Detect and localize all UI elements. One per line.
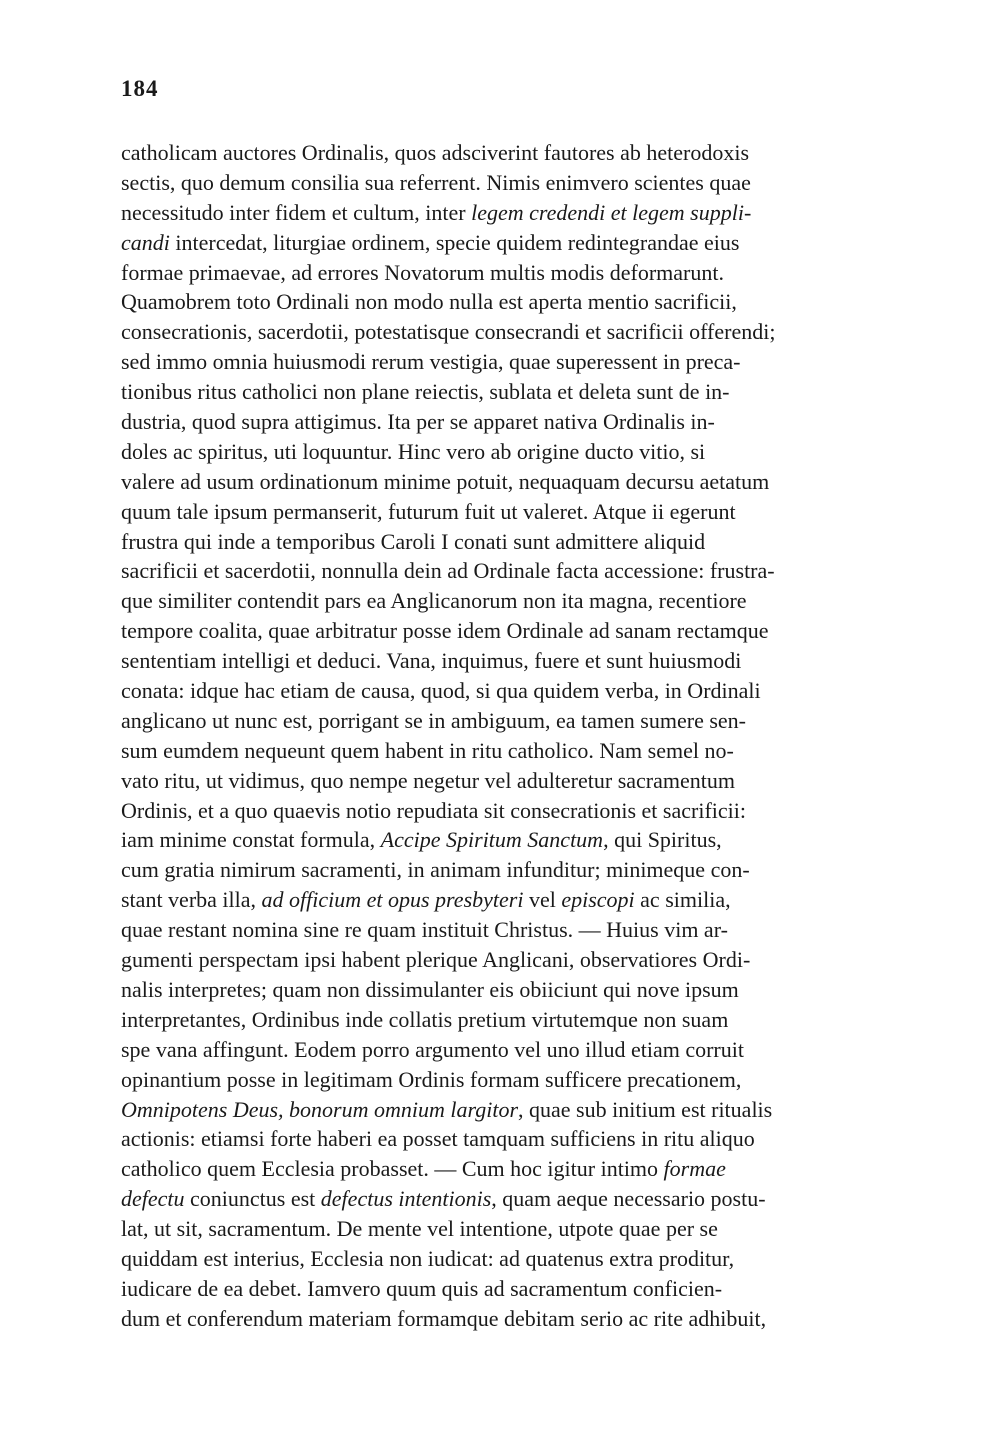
text-segment: catholico quem Ecclesia probasset. — Cum hoc igitur intimo [121, 1156, 664, 1182]
text-line [121, 736, 945, 766]
text-line [121, 885, 945, 915]
text-segment: , qui Spiritus, [603, 827, 722, 853]
italic-text: defectu [121, 1186, 185, 1212]
text-segment: anglicano ut nunc est, porrigant se in ambiguum, ea tamen sumere sen- [121, 707, 746, 733]
text-line [121, 945, 945, 975]
text-segment: , quam aeque necessario postu- [491, 1186, 766, 1212]
text-segment: tionibus ritus catholici non plane reiectis, sublata et deleta sunt de in- [121, 379, 730, 405]
text-segment: intercedat, liturgiae ordinem, specie quidem redintegrandae eius [169, 229, 740, 255]
text-line [121, 437, 945, 467]
text-body [121, 138, 945, 1334]
text-segment: sum eumdem nequeunt quem habent in ritu catholico. Nam semel no- [121, 737, 734, 763]
text-segment: Ordinis, et a quo quaevis notio repudiata sit consecrationis et sacrificii: [121, 797, 746, 823]
text-line [121, 1095, 945, 1125]
text-line [121, 796, 945, 826]
italic-text: episcopi [561, 887, 635, 913]
text-segment: sed immo omnia huiusmodi rerum vestigia, quae superessent in preca- [121, 349, 741, 375]
text-line [121, 138, 945, 168]
text-line [121, 317, 945, 347]
text-line [121, 556, 945, 586]
text-segment: actionis: etiamsi forte haberi ea posset tamquam sufficiens in ritu aliquo [121, 1126, 755, 1152]
text-segment: conata: idque hac etiam de causa, quod, si qua quidem verba, in Ordinali [121, 678, 761, 704]
text-segment: quum tale ipsum permanserit, futurum fuit ut valeret. Atque ii egerunt [121, 498, 736, 524]
text-line [121, 1124, 945, 1154]
text-segment: sacrificii et sacerdotii, nonnulla dein ad Ordinale facta accessione: frustra- [121, 558, 775, 584]
text-segment: vato ritu, ut vidimus, quo nempe negetur vel adulteretur sacramentum [121, 767, 735, 793]
text-line [121, 766, 945, 796]
text-segment: interpretantes, Ordinibus inde collatis pretium virtutemque non suam [121, 1006, 729, 1032]
text-segment: cum gratia nimirum sacramenti, in animam infunditur; minimeque con- [121, 857, 750, 883]
text-line [121, 1154, 945, 1184]
text-segment: coniunctus est [184, 1186, 321, 1212]
text-line [121, 497, 945, 527]
text-segment: dum et conferendum materiam formamque debitam serio ac rite adhibuit, [121, 1305, 767, 1331]
text-line [121, 258, 945, 288]
text-line [121, 1035, 945, 1065]
italic-text: formae [663, 1156, 726, 1182]
text-segment: quiddam est interius, Ecclesia non iudicat: ad quatenus extra proditur, [121, 1245, 735, 1271]
text-line [121, 1005, 945, 1035]
text-segment: lat, ut sit, sacramentum. De mente vel intentione, utpote quae per se [121, 1216, 718, 1242]
text-line [121, 706, 945, 736]
text-line [121, 855, 945, 885]
italic-text: Accipe Spiritum Sanctum [380, 827, 604, 853]
text-line [121, 676, 945, 706]
text-segment: catholicam auctores Ordinalis, quos adsciverint fautores ab heterodoxis [121, 140, 750, 165]
text-segment: consecrationis, sacerdotii, potestatisque consecrandi et sacrificii offerendi; [121, 319, 776, 345]
italic-text: candi [121, 229, 170, 255]
text-segment: spe vana affingunt. Eodem porro argumento vel uno illud etiam corruit [121, 1036, 744, 1062]
text-line [121, 616, 945, 646]
text-line [121, 347, 945, 377]
text-segment: doles ac spiritus, uti loquuntur. Hinc vero ab origine ducto vitio, si [121, 438, 706, 464]
text-segment: Quamobrem toto Ordinali non modo nulla est aperta mentio sacrificii, [121, 289, 737, 315]
italic-text: Omnipotens Deus, bonorum omnium largitor [121, 1096, 519, 1122]
text-line [121, 975, 945, 1005]
text-line [121, 287, 945, 317]
text-line [121, 407, 945, 437]
text-line [121, 1214, 945, 1244]
text-segment: quae restant nomina sine re quam instituit Christus. — Huius vim ar- [121, 917, 728, 943]
text-segment: sectis, quo demum consilia sua referrent. Nimis enimvero scientes quae [121, 169, 751, 195]
text-line [121, 467, 945, 497]
text-segment: , quae sub initium est ritualis [518, 1096, 773, 1122]
text-line [121, 1244, 945, 1274]
text-segment: nalis interpretes; quam non dissimulanter eis obiiciunt qui nove ipsum [121, 976, 739, 1002]
page-number: 184 [121, 76, 159, 101]
text-line [121, 1065, 945, 1095]
italic-text: ad officium et opus presbyteri [261, 887, 524, 913]
italic-text: legem credendi et legem suppli- [471, 199, 752, 225]
text-segment: formae primaevae, ad errores Novatorum multis modis deformarunt. [121, 259, 724, 285]
text-segment: dustria, quod supra attigimus. Ita per se apparet nativa Ordinalis in- [121, 409, 715, 435]
text-segment: que similiter contendit pars ea Anglicanorum non ita magna, recentiore [121, 588, 747, 614]
text-line [121, 527, 945, 557]
text-segment: iam minime constat formula, [121, 827, 381, 853]
text-line [121, 646, 945, 676]
italic-text: defectus intentionis [320, 1186, 492, 1212]
text-segment: opinantium posse in legitimam Ordinis formam sufficere precationem, [121, 1066, 742, 1092]
text-line [121, 1304, 945, 1334]
text-segment: vel [523, 887, 562, 913]
text-segment: ac similia, [634, 887, 731, 913]
text-line [121, 586, 945, 616]
text-line [121, 825, 945, 855]
text-segment: stant verba illa, [121, 887, 262, 913]
text-line [121, 1274, 945, 1304]
text-line [121, 915, 945, 945]
text-segment: valere ad usum ordinationum minime potuit, nequaquam decursu aetatum [121, 468, 770, 494]
text-segment: necessitudo inter fidem et cultum, inter [121, 199, 472, 225]
text-segment: sententiam intelligi et deduci. Vana, inquimus, fuere et sunt huiusmodi [121, 648, 742, 674]
text-segment: iudicare de ea debet. Iamvero quum quis ad sacramentum conficien- [121, 1275, 723, 1301]
text-line [121, 168, 945, 198]
text-line [121, 377, 945, 407]
text-segment: gumenti perspectam ipsi habent plerique Anglicani, observatiores Ordi- [121, 947, 751, 973]
text-segment: frustra qui inde a temporibus Caroli I conati sunt admittere aliquid [121, 528, 706, 554]
text-segment: tempore coalita, quae arbitratur posse idem Ordinale ad sanam rectamque [121, 618, 769, 644]
text-line [121, 198, 945, 228]
text-line [121, 228, 945, 258]
text-line [121, 1184, 945, 1214]
